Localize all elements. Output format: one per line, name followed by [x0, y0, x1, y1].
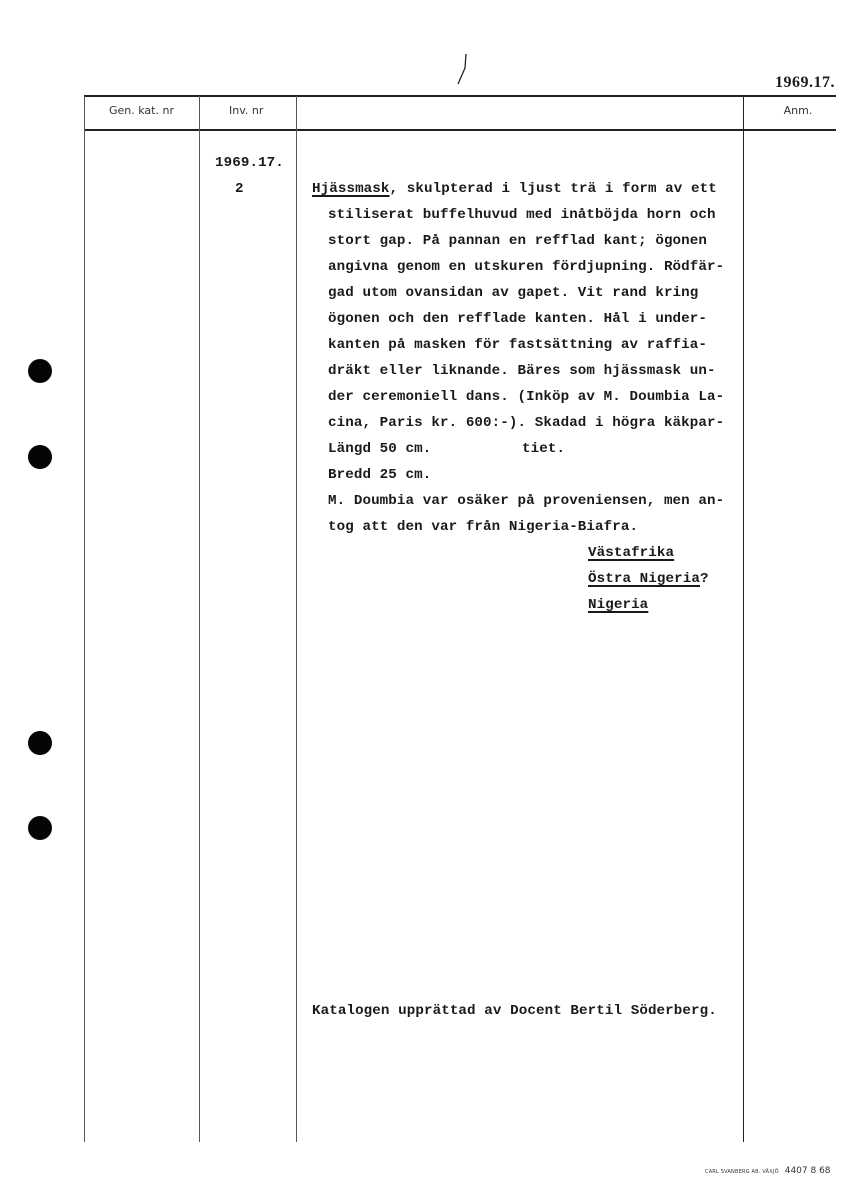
region-item — [588, 597, 648, 613]
cataloger-note: Katalogen upprättad av Docent Bertil Söderberg. — [312, 1003, 717, 1019]
printer-name: CARL SVANBERG AB. VÄXJÖ — [705, 1169, 779, 1175]
header-anm: Anm. — [783, 104, 813, 117]
description-line: kanten på masken för fastsättning av raffia- — [328, 337, 708, 353]
text-span: , skulpterad i ljust trä i form av ett — [389, 181, 717, 197]
description-line: cina, Paris kr. 600:-). Skadad i högra käkpar- — [328, 415, 725, 431]
header-inv-nr: Inv. nr — [229, 104, 264, 117]
description-line: der ceremoniell dans. (Inköp av M. Doumbia La- — [328, 389, 725, 405]
region-item — [588, 545, 674, 561]
form-code: 4407 8 68 — [784, 1166, 831, 1176]
description-line: ögonen och den refflade kanten. Hål i under- — [328, 311, 708, 327]
region-label: Östra Nigeria — [588, 571, 700, 587]
column-divider — [84, 96, 85, 1142]
object-title: Hjässmask — [312, 181, 390, 197]
region-item — [588, 571, 709, 587]
description-line: dräkt eller liknande. Bäres som hjässmask un- — [328, 363, 716, 379]
description-line: angivna genom en utskuren fördjupning. Rödfär- — [328, 259, 725, 275]
region-label: Nigeria — [588, 597, 649, 613]
description-line: gad utom ovansidan av gapet. Vit rand kring — [328, 285, 699, 301]
document-number: 1969.17. — [775, 74, 835, 91]
description-line: stort gap. På pannan en refflad kant; ögonen — [328, 233, 708, 249]
column-divider — [743, 96, 744, 1142]
table-top-rule — [84, 95, 836, 97]
punch-hole — [28, 445, 52, 469]
line-continuation: tiet. — [522, 441, 566, 457]
provenance-line: M. Doumbia var osäker på proveniensen, men an- — [328, 493, 725, 509]
printer-footer — [705, 1158, 831, 1177]
inv-year: 1969.17. — [215, 155, 284, 171]
width-measure: Bredd 25 cm. — [328, 467, 432, 483]
description-line: stiliserat buffelhuvud med inåtböjda horn och — [328, 207, 716, 223]
length-measure: Längd 50 cm. — [328, 441, 432, 457]
punch-hole — [28, 731, 52, 755]
punch-hole — [28, 359, 52, 383]
inv-item: 2 — [235, 181, 244, 197]
column-divider — [296, 96, 297, 1142]
punch-hole — [28, 816, 52, 840]
header-bottom-rule — [84, 129, 836, 131]
pen-mark — [454, 52, 470, 88]
description-line — [312, 181, 717, 197]
query-mark: ? — [699, 571, 709, 587]
region-label: Västafrika — [588, 545, 675, 561]
provenance-line: tog att den var från Nigeria-Biafra. — [328, 519, 639, 535]
header-gen-kat-nr: Gen. kat. nr — [109, 104, 174, 117]
column-divider — [199, 96, 200, 1142]
